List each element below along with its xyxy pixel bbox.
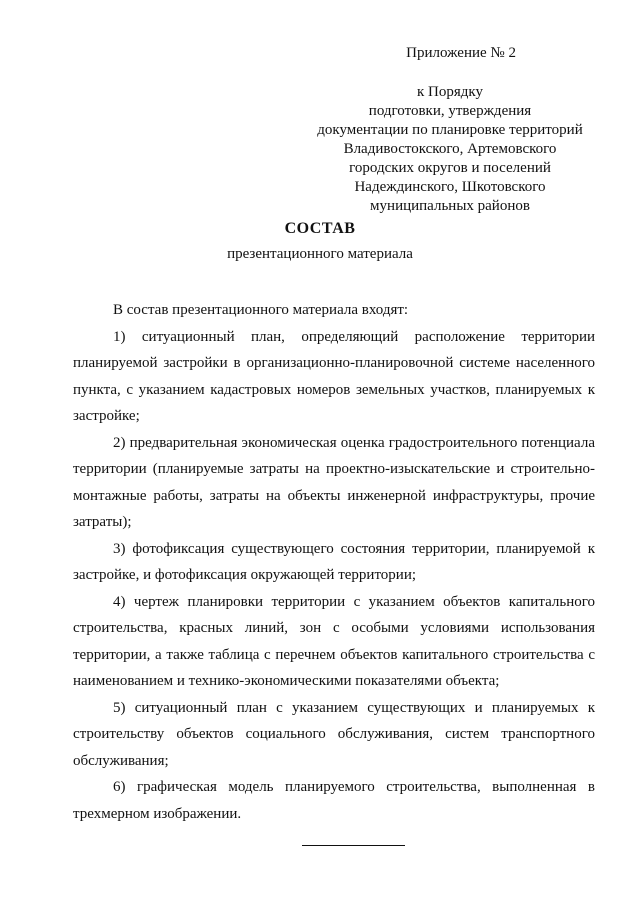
appendix-reference-line: Владивостокского, Артемовского [343,141,557,157]
appendix-reference-line: Надеждинского, Шкотовского [354,179,546,195]
list-item: 4) чертеж планировки территории с указанием объектов капитального строительства, красных линий, зон с особыми условиями использования территории, а также таблица с перечнем объектов капитального строительства с наименованием и технико-экономическими показателями объекта; [73,593,595,689]
list-item: 6) графическая модель планируемого строительства, выполненная в трехмерном изображении. [73,779,595,822]
list-item: 1) ситуационный план, определяющий расположение территории планируемой застройки в организационно-планировочной системе населенного пункта, с указанием кадастровых номеров земельных участков, планируемых к застройке; [73,328,595,424]
appendix-reference-line: городских округов и поселений [349,160,551,176]
document-title: СОСТАВ [284,220,356,237]
document-subtitle: презентационного материала [227,246,413,262]
list-item: 2) предварительная экономическая оценка градостроительного потенциала территории (планируемые затраты на проектно-изыскательские и строительно-монтажные работы, затраты на объекты инженерной инфраструктуры, прочие затраты); [73,434,595,530]
end-divider [302,845,405,846]
document-body [73,297,595,827]
intro-paragraph: В состав презентационного материала входят: [113,302,409,318]
appendix-reference-line: документации по планировке территорий [317,122,583,138]
list-item: 5) ситуационный план с указанием существующих и планируемых к строительству объектов социального обслуживания, систем транспортного обслуживания; [73,699,595,769]
appendix-number: Приложение № 2 [406,45,516,61]
appendix-reference-line: к Порядку [417,84,483,100]
appendix-header [300,44,600,216]
appendix-reference-line: муниципальных районов [370,198,530,214]
appendix-reference-line: подготовки, утверждения [368,103,532,119]
list-item: 3) фотофиксация существующего состояния территории, планируемой к застройке, и фотофиксация окружающей территории; [73,540,595,583]
